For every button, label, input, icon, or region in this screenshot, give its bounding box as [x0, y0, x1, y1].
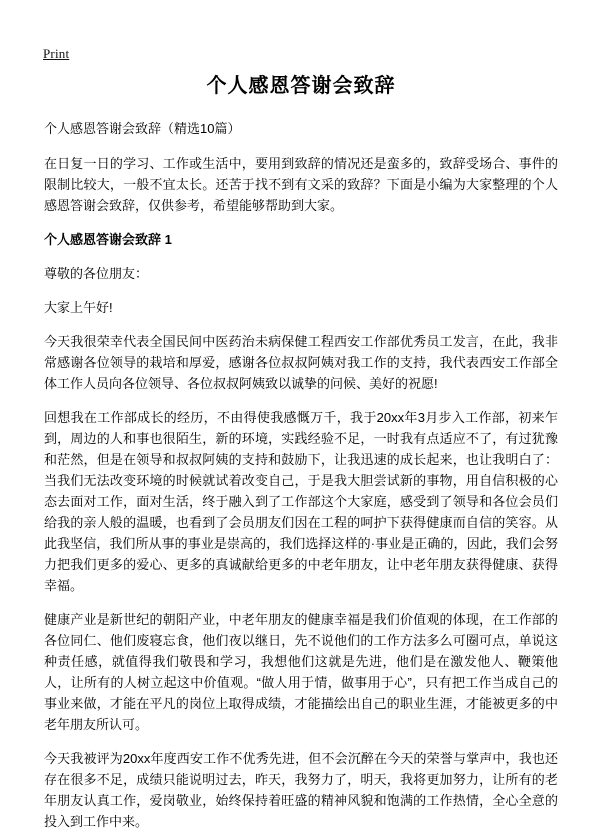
- page-title: 个人感恩答谢会致辞: [206, 75, 396, 97]
- document-subtitle: 个人感恩答谢会致辞（精选10篇）: [44, 121, 241, 136]
- paragraph-body-3: 健康产业是新世纪的朝阳产业，中老年朋友的健康幸福是我们价值观的体现，在工作部的各位同仁、他们废寝忘食，他们夜以继日，先不说他们的工作方法多么可圈可点，单说这种责任感，就值得我们敬畏和学习，我想他们这就是先进，他们是在激发他人、鞭策他人，让所有的人树立起这中价值观。“做人用于情，做事用于心”，只有把工作当成自己的事业来做，才能在平凡的岗位上取得成绩，才能描绘出自己的职业生涯，才能被更多的中老年朋友所认可。: [44, 612, 558, 732]
- paragraph-greeting: 大家上午好!: [44, 300, 113, 315]
- intro-paragraph: 在日复一日的学习、工作或生活中，要用到致辞的情况还是蛮多的，致辞受场合、事件的限制比较大，一般不宜太长。还苦于找不到有文采的致辞？下面是小编为大家整理的个人感恩答谢会致辞，仅供参考，希望能够帮助到大家。: [44, 156, 558, 213]
- paragraph-body-4: 今天我被评为20xx年度西安工作不优秀先进，但不会沉醉在今天的荣誉与掌声中，我也还存在很多不足，成绩只能说明过去，昨天，我努力了，明天，我将更加努力，让所有的老年朋友认真工作，爱岗敬业，始终保持着旺盛的精神风貌和饱满的工作热情，全心全意的投入到工作中来。: [44, 751, 558, 828]
- paragraph-body-2: 回想我在工作部成长的经历，不由得使我感慨万千，我于20xx年3月步入工作部，初来乍到，周边的人和事也很陌生，新的环境，实践经验不足，一时我有点适应不了，有过犹豫和茫然，但是在领导和叔叔阿姨的支持和鼓励下，让我迅速的成长起来，也让我明白了：当我们无法改变环境的时候就试着改变自己，于是我大胆尝试新的事物，用自信积极的心态去面对工作，面对生活，终于融入到了工作部这个大家庭，感受到了领导和各位会员们给我的亲人般的温暖，也看到了会员朋友们因在工程的呵护下获得健康而自信的笑容。从此我坚信，我们所从事的事业是崇高的，我们选择这样的·事业是正确的，因此，我们会努力把我们更多的爱心、更多的真诚献给更多的中老年朋友，让中老年朋友获得健康、获得幸福。: [44, 410, 558, 593]
- print-link[interactable]: Print: [43, 46, 70, 61]
- paragraph-body-1: 今天我很荣幸代表全国民间中医药治未病保健工程西安工作部优秀员工发言，在此，我非常感谢各位领导的栽培和厚爱，感谢各位叔叔阿姨对我工作的支持，我代表西安工作部全体工作人员向各位领导、各位叔叔阿姨致以诚挚的问候、美好的祝愿!: [44, 334, 558, 391]
- section-heading: 个人感恩答谢会致辞 1: [44, 232, 172, 247]
- document-content: [44, 72, 558, 828]
- paragraph-salutation: 尊敬的各位朋友：: [44, 266, 149, 281]
